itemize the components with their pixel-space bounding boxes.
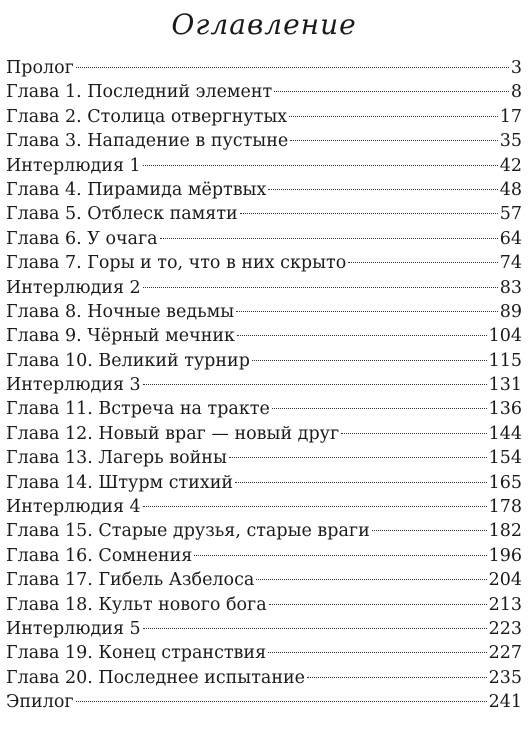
dot-leader: [372, 530, 487, 531]
toc-entry-title: Глава 2. Столица отвергнутых: [6, 106, 288, 127]
toc-entry: [6, 568, 522, 592]
toc-entry-title: Глава 12. Новый враг — новый друг: [6, 423, 340, 444]
toc-entry-page: 48: [499, 179, 522, 200]
dot-leader: [143, 287, 498, 288]
toc-entry-title: Пролог: [6, 58, 74, 78]
toc-entry: [6, 300, 522, 324]
toc-entry-title: Глава 9. Чёрный мечник: [6, 326, 235, 347]
toc-entry-title: Глава 18. Культ нового бога: [6, 594, 267, 615]
dot-leader: [76, 67, 509, 68]
toc-entry-page: 213: [488, 594, 522, 615]
toc-entry-title: Интерлюдия 2: [6, 277, 141, 298]
dot-leader: [274, 91, 509, 92]
toc-entry: [6, 129, 522, 153]
toc-entry-page: 83: [499, 277, 522, 298]
toc-entry: [6, 593, 522, 617]
toc-entry: [6, 154, 522, 178]
toc-entry: [6, 446, 522, 470]
toc-entry-title: Интерлюдия 3: [6, 375, 141, 396]
dot-leader: [348, 262, 497, 263]
dot-leader: [256, 579, 486, 580]
toc-entry-title: Глава 5. Отблеск памяти: [6, 204, 238, 225]
toc-entry: [6, 251, 522, 275]
toc-entry-page: 115: [488, 350, 522, 371]
toc-entry-title: Глава 14. Штурм стихий: [6, 472, 234, 493]
dot-leader: [143, 165, 498, 166]
toc-entry-page: 235: [488, 667, 522, 688]
toc-entry: [6, 471, 522, 495]
toc-entry-page: 131: [488, 375, 522, 396]
table-of-contents: [6, 56, 522, 715]
toc-entry-title: Глава 13. Лагерь войны: [6, 448, 227, 469]
dot-leader: [237, 335, 487, 336]
toc-entry-title: Глава 1. Последний элемент: [6, 82, 273, 103]
toc-entry-title: Эпилог: [6, 692, 74, 713]
dot-leader: [269, 604, 487, 605]
dot-leader: [143, 506, 487, 507]
toc-entry-title: Глава 11. Встреча на тракте: [6, 399, 270, 420]
toc-entry-title: Глава 6. У очага: [6, 228, 158, 249]
dot-leader: [252, 360, 487, 361]
dot-leader: [143, 384, 487, 385]
toc-entry-page: 178: [488, 497, 522, 518]
toc-entry: [6, 202, 522, 226]
toc-entry: [6, 105, 522, 129]
toc-entry: [6, 422, 522, 446]
toc-entry-page: 223: [488, 618, 522, 639]
toc-entry-page: 74: [499, 253, 522, 274]
toc-entry-page: 3: [510, 58, 522, 78]
dot-leader: [236, 311, 498, 312]
toc-entry-page: 154: [488, 448, 522, 469]
dot-leader: [268, 652, 486, 653]
toc-entry: [6, 276, 522, 300]
toc-entry-page: 196: [488, 545, 522, 566]
toc-entry: [6, 178, 522, 202]
toc-entry-page: 42: [499, 155, 522, 176]
toc-entry-page: 136: [488, 399, 522, 420]
toc-entry-title: Глава 10. Великий турнир: [6, 350, 250, 371]
toc-entry-page: 165: [488, 472, 522, 493]
dot-leader: [194, 555, 486, 556]
toc-entry: [6, 80, 522, 104]
dot-leader: [160, 238, 498, 239]
toc-entry-page: 144: [488, 423, 522, 444]
toc-entry: [6, 324, 522, 348]
toc-entry-title: Глава 20. Последнее испытание: [6, 667, 306, 688]
toc-entry: [6, 641, 522, 665]
toc-entry: [6, 397, 522, 421]
dot-leader: [76, 701, 487, 702]
dot-leader: [229, 457, 487, 458]
toc-entry-page: 89: [499, 301, 522, 322]
toc-entry-title: Глава 19. Конец странствия: [6, 643, 267, 664]
toc-entry: [6, 373, 522, 397]
toc-entry: [6, 349, 522, 373]
toc-entry: [6, 519, 522, 543]
toc-entry-title: Глава 15. Старые друзья, старые враги: [6, 521, 370, 542]
toc-entry-title: Интерлюдия 5: [6, 618, 141, 639]
toc-entry-page: 35: [499, 131, 522, 152]
toc-entry: [6, 56, 522, 80]
toc-entry-page: 227: [488, 643, 522, 664]
toc-entry: [6, 227, 522, 251]
toc-entry: [6, 690, 522, 714]
dot-leader: [235, 482, 487, 483]
dot-leader: [143, 628, 487, 629]
toc-entry-page: 104: [488, 326, 522, 347]
toc-entry-title: Глава 8. Ночные ведьмы: [6, 301, 235, 322]
toc-entry: [6, 666, 522, 690]
dot-leader: [268, 189, 497, 190]
toc-entry-title: Интерлюдия 4: [6, 497, 141, 518]
dot-leader: [341, 433, 486, 434]
toc-entry-page: 241: [488, 692, 522, 713]
toc-entry-page: 8: [510, 82, 522, 103]
toc-entry-title: Глава 17. Гибель Азбелоса: [6, 570, 255, 591]
toc-entry-page: 17: [499, 106, 522, 127]
toc-entry-title: Глава 3. Нападение в пустыне: [6, 131, 289, 152]
toc-entry-title: Глава 4. Пирамида мёртвых: [6, 179, 267, 200]
dot-leader: [290, 140, 497, 141]
dot-leader: [289, 116, 498, 117]
toc-entry-title: Глава 7. Горы и то, что в них скрыто: [6, 253, 347, 274]
toc-entry-title: Интерлюдия 1: [6, 155, 141, 176]
dot-leader: [272, 408, 487, 409]
toc-entry: [6, 495, 522, 519]
dot-leader: [307, 677, 487, 678]
page-title: Оглавление: [171, 8, 357, 41]
toc-entry-page: 182: [488, 521, 522, 542]
dot-leader: [240, 213, 498, 214]
toc-entry-page: 57: [499, 204, 522, 225]
toc-entry: [6, 544, 522, 568]
toc-entry-page: 64: [499, 228, 522, 249]
toc-entry-title: Глава 16. Сомнения: [6, 545, 193, 566]
toc-entry: [6, 617, 522, 641]
toc-entry-page: 204: [488, 570, 522, 591]
